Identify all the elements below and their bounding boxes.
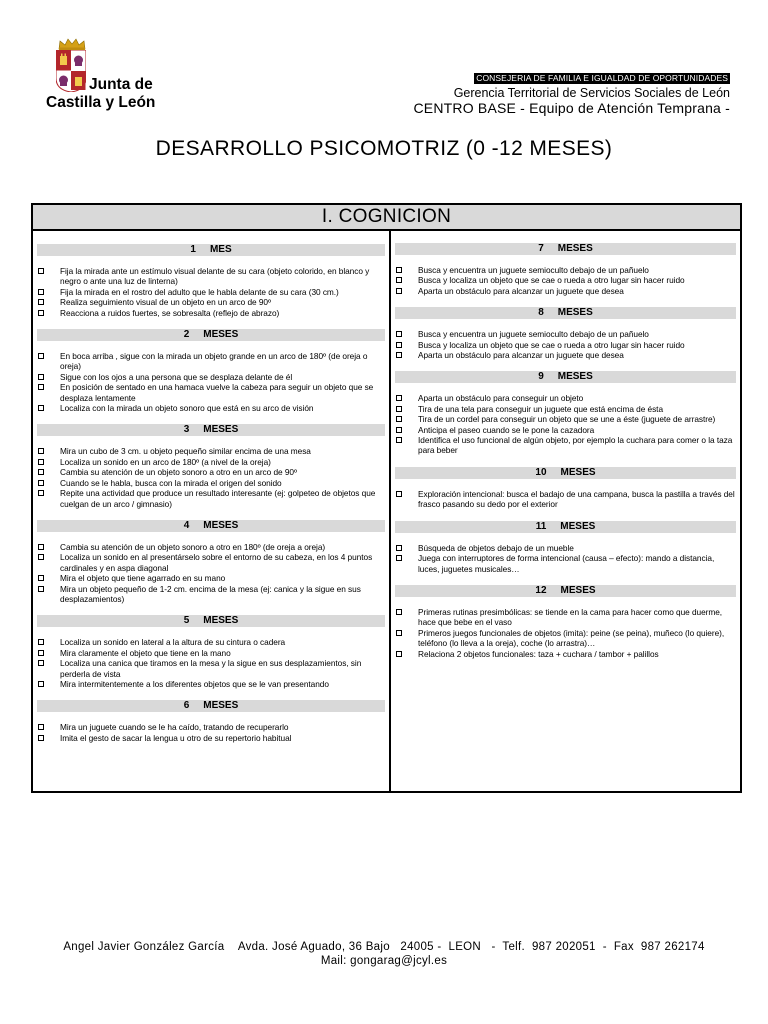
month-header xyxy=(37,700,385,712)
milestone-item xyxy=(395,275,736,285)
month-section xyxy=(33,615,389,689)
month-number: 11 xyxy=(535,520,547,532)
month-unit: MESES xyxy=(560,520,596,532)
month-number: 2 xyxy=(183,329,190,341)
milestone-item xyxy=(395,265,736,275)
page-title: DESARROLLO PSICOMOTRIZ (0 -12 MESES) xyxy=(155,137,613,160)
month-unit: MESES xyxy=(203,519,239,531)
milestone-item xyxy=(395,543,736,553)
milestone-item xyxy=(395,628,736,649)
milestone-text: Anticipa el paseo cuando se le pone la cazadora xyxy=(418,424,595,435)
milestone-text: Reacciona a ruidos fuertes, se sobresalta (reflejo de abrazo) xyxy=(60,307,280,318)
checkbox[interactable] xyxy=(38,459,44,465)
checkbox[interactable] xyxy=(38,650,44,656)
month-section xyxy=(33,700,389,743)
milestone-text: Fija la mirada ante un estímulo visual delante de su cara (objeto colorido, en blanco y negro o ante una luz de linterna) xyxy=(60,266,370,287)
checkbox[interactable] xyxy=(396,427,402,433)
milestone-item xyxy=(395,350,736,360)
month-header xyxy=(395,371,736,383)
checkbox[interactable] xyxy=(38,384,44,390)
checkbox[interactable] xyxy=(38,586,44,592)
month-section xyxy=(391,467,740,510)
checkbox[interactable] xyxy=(38,374,44,380)
milestone-item xyxy=(37,351,385,372)
month-section xyxy=(391,585,740,659)
checkbox[interactable] xyxy=(38,405,44,411)
milestone-item xyxy=(37,637,385,647)
milestone-item xyxy=(395,649,736,659)
checkbox[interactable] xyxy=(38,289,44,295)
milestone-item xyxy=(37,722,385,732)
month-header xyxy=(395,307,736,319)
checkbox[interactable] xyxy=(396,352,402,358)
checkbox[interactable] xyxy=(396,630,402,636)
milestone-text: Mira un objeto pequeño de 1-2 cm. encima de la mesa (ej: canica y la sigue en sus desplazamientos) xyxy=(60,583,361,604)
milestone-item xyxy=(37,478,385,488)
milestone-text: Mira el objeto que tiene agarrado en su mano xyxy=(60,573,226,584)
month-header xyxy=(37,424,385,436)
month-unit: MESES xyxy=(203,424,239,436)
checkbox[interactable] xyxy=(396,406,402,412)
milestone-text: Juega con interruptores de forma intencional (causa – efecto): mando a distancia, luces, juguetes musicales… xyxy=(418,553,715,574)
checkbox[interactable] xyxy=(38,448,44,454)
month-section xyxy=(391,371,740,455)
milestone-text: Busca y encuentra un juguete semioculto debajo de un pañuelo xyxy=(418,265,649,275)
month-number: 7 xyxy=(538,243,544,254)
month-number: 8 xyxy=(538,307,544,319)
milestone-item xyxy=(37,733,385,743)
month-section xyxy=(33,244,389,318)
crown-icon xyxy=(58,38,86,50)
checkbox[interactable] xyxy=(396,545,402,551)
header-block xyxy=(414,68,731,117)
checkbox[interactable] xyxy=(396,437,402,443)
milestone-list xyxy=(391,607,740,659)
checkbox[interactable] xyxy=(38,480,44,486)
month-unit: MESES xyxy=(560,584,596,596)
milestone-item xyxy=(395,425,736,435)
checkbox[interactable] xyxy=(38,660,44,666)
milestone-text: Localiza una canica que tiramos en la mesa y la sigue en sus desplazamientos, sin perderla de vista xyxy=(60,658,362,679)
junta-logo xyxy=(46,38,166,114)
month-header xyxy=(395,243,736,255)
checkbox[interactable] xyxy=(38,575,44,581)
milestone-text: Primeros juegos funcionales de objetos (imita): peine (se peina), muñeco (lo quiere), teléfono (lo lleva a la oreja), coche (lo arrastra)… xyxy=(418,627,725,649)
milestone-text: Mira un juguete cuando se le ha caído, tratando de recuperarlo xyxy=(60,722,289,733)
checkbox[interactable] xyxy=(38,268,44,274)
milestone-text: Exploración intencional: busca el badajo de una campana, busca la pastilla a través del frasco pasando su dedo por el exterior xyxy=(418,488,735,510)
milestone-list xyxy=(33,266,389,318)
milestone-text: Aparta un obstáculo para conseguir un objeto xyxy=(418,393,584,404)
milestone-text: Cambia su atención de un objeto sonoro a otro en un arco de 90º xyxy=(60,467,297,478)
milestone-item xyxy=(37,467,385,477)
left-column xyxy=(33,231,391,791)
month-section xyxy=(33,520,389,604)
milestone-item xyxy=(37,488,385,509)
logo-text-line1: Junta de xyxy=(89,76,153,93)
milestone-item xyxy=(37,382,385,403)
milestone-text: Localiza un sonido en un arco de 180º (a nivel de la oreja) xyxy=(60,456,271,467)
cognition-table xyxy=(31,203,742,793)
table-title: I. COGNICION xyxy=(33,205,740,231)
checkbox[interactable] xyxy=(38,681,44,687)
month-section xyxy=(33,329,389,413)
month-header xyxy=(395,521,736,533)
milestone-item xyxy=(395,329,736,339)
milestone-item xyxy=(37,403,385,413)
milestone-list xyxy=(33,446,389,508)
milestone-item xyxy=(395,393,736,403)
right-column xyxy=(391,231,740,791)
milestone-text: Identifica el uso funcional de algún objeto, por ejemplo la cuchara para comer o la taza para beber xyxy=(418,435,733,456)
month-number: 9 xyxy=(538,371,544,383)
month-header xyxy=(37,520,385,532)
milestone-text: En posición de sentado en una hamaca vuelve la cabeza para seguir un objeto que se desplaza lentamente xyxy=(60,382,374,403)
milestone-text: Busca y localiza un objeto que se cae o rueda a otro lugar sin hacer ruido xyxy=(418,339,685,350)
milestone-item xyxy=(395,414,736,424)
milestone-item xyxy=(37,457,385,467)
month-header xyxy=(395,467,736,479)
month-header xyxy=(37,615,385,627)
consejeria-label: CONSEJERIA DE FAMILIA E IGUALDAD DE OPORTUNIDADES xyxy=(476,73,728,83)
milestone-item xyxy=(37,446,385,456)
milestone-text: Mira claramente el objeto que tiene en la mano xyxy=(60,647,231,658)
milestone-text: Realiza seguimiento visual de un objeto en un arco de 90º xyxy=(60,297,271,308)
milestone-list xyxy=(33,637,389,689)
milestone-list xyxy=(391,489,740,510)
milestone-text: Mira intermitentemente a los diferentes objetos que se le van presentando xyxy=(60,678,329,689)
milestone-item xyxy=(395,435,736,456)
milestone-text: Cuando se le habla, busca con la mirada el origen del sonido xyxy=(60,477,282,488)
checkbox[interactable] xyxy=(396,342,402,348)
milestone-text: Búsqueda de objetos debajo de un mueble xyxy=(418,542,574,553)
milestone-item xyxy=(395,607,736,628)
milestone-text: En boca arriba , sigue con la mirada un objeto grande en un arco de 180º (de oreja o oreja) xyxy=(60,351,368,372)
month-section xyxy=(391,521,740,574)
checkbox[interactable] xyxy=(38,490,44,496)
milestone-list xyxy=(33,351,389,413)
milestone-item xyxy=(37,542,385,552)
month-unit: MESES xyxy=(557,307,593,319)
milestone-text: Repite una actividad que produce un resultado interesante (ej: golpeteo de objetos que cuelgan de un arco / gimnasio) xyxy=(60,488,376,509)
checkbox[interactable] xyxy=(396,395,402,401)
milestone-item xyxy=(395,340,736,350)
month-unit: MESES xyxy=(557,371,593,383)
milestone-text: Relaciona 2 objetos funcionales: taza + cuchara / tambor + palillos xyxy=(418,648,659,659)
checkbox[interactable] xyxy=(396,491,402,497)
checkbox[interactable] xyxy=(396,651,402,657)
milestone-text: Aparta un obstáculo para alcanzar un juguete que desea xyxy=(418,285,624,296)
milestone-text: Cambia su atención de un objeto sonoro a otro en 180º (de oreja a oreja) xyxy=(60,541,326,552)
milestone-item xyxy=(37,287,385,297)
milestone-item xyxy=(395,489,736,510)
checkbox[interactable] xyxy=(38,735,44,741)
checkbox[interactable] xyxy=(38,310,44,316)
month-section xyxy=(391,243,740,296)
logo-text-line2: Castilla y León xyxy=(46,94,156,111)
checkbox[interactable] xyxy=(396,288,402,294)
month-header xyxy=(395,585,736,597)
milestone-list xyxy=(391,265,740,296)
milestone-item xyxy=(37,584,385,605)
checkbox[interactable] xyxy=(396,267,402,273)
milestone-item xyxy=(395,404,736,414)
month-unit: MESES xyxy=(557,243,593,254)
milestone-item xyxy=(395,286,736,296)
milestone-item xyxy=(37,297,385,307)
milestone-text: Busca y encuentra un juguete semioculto debajo de un pañuelo xyxy=(418,329,649,340)
month-number: 5 xyxy=(183,615,190,627)
month-unit: MESES xyxy=(203,615,239,627)
month-unit: MESES xyxy=(203,329,239,341)
month-number: 1 xyxy=(190,244,196,255)
checkbox[interactable] xyxy=(396,609,402,615)
milestone-text: Localiza con la mirada un objeto sonoro que está en su arco de visión xyxy=(60,403,314,414)
gerencia-label: Gerencia Territorial de Servicios Sociales de León xyxy=(453,86,730,100)
month-number: 10 xyxy=(535,466,547,478)
milestone-text: Localiza un sonido en al presentárselo sobre el entorno de su cabeza, en los 4 puntos cardinales y en aspa diagonal xyxy=(60,552,373,573)
checkbox[interactable] xyxy=(396,555,402,561)
milestone-item xyxy=(37,658,385,679)
checkbox[interactable] xyxy=(38,639,44,645)
milestone-item xyxy=(37,372,385,382)
checkbox[interactable] xyxy=(38,299,44,305)
month-number: 12 xyxy=(535,584,547,596)
milestone-list xyxy=(391,543,740,574)
checkbox[interactable] xyxy=(396,277,402,283)
milestone-text: Imita el gesto de sacar la lengua u otro de su repertorio habitual xyxy=(60,732,292,743)
month-unit: MESES xyxy=(560,466,596,478)
milestone-item xyxy=(37,308,385,318)
milestone-item xyxy=(37,266,385,287)
checkbox[interactable] xyxy=(396,331,402,337)
checkbox[interactable] xyxy=(38,469,44,475)
milestone-text: Localiza un sonido en lateral a la altura de su cintura o cadera xyxy=(60,637,286,648)
milestone-text: Fija la mirada en el rostro del adulto que le habla delante de su cara (30 cm.) xyxy=(60,286,339,297)
footer-mail: Mail: gongarag@jcyl.es xyxy=(320,955,448,967)
month-header xyxy=(37,244,385,256)
month-number: 3 xyxy=(183,424,190,436)
month-header xyxy=(37,329,385,341)
checkbox[interactable] xyxy=(38,554,44,560)
month-number: 6 xyxy=(183,700,190,712)
milestone-text: Tira de un cordel para conseguir un objeto que se une a éste (juguete de arrastre) xyxy=(418,414,716,425)
checkbox[interactable] xyxy=(38,724,44,730)
footer xyxy=(0,940,768,968)
month-section xyxy=(391,307,740,360)
milestone-list xyxy=(33,542,389,604)
month-number: 4 xyxy=(183,519,190,531)
month-unit: MES xyxy=(209,244,232,255)
milestone-text: Mira un cubo de 3 cm. u objeto pequeño similar encima de una mesa xyxy=(60,446,311,457)
milestone-item xyxy=(37,679,385,689)
milestone-text: Aparta un obstáculo para alcanzar un juguete que desea xyxy=(418,350,624,361)
checkbox[interactable] xyxy=(396,416,402,422)
milestone-item xyxy=(37,552,385,573)
milestone-text: Busca y localiza un objeto que se cae o rueda a otro lugar sin hacer ruido xyxy=(418,275,685,286)
milestone-list xyxy=(391,329,740,360)
checkbox[interactable] xyxy=(38,544,44,550)
milestone-text: Primeras rutinas presimbólicas: se tiende en la cama para hacer como que duerme, hace que bebe en el vaso xyxy=(418,606,723,628)
centro-label: CENTRO BASE - Equipo de Atención Temprana - xyxy=(413,100,730,116)
milestone-text: Tira de una tela para conseguir un juguete que está encima de ésta xyxy=(418,403,664,414)
milestone-item xyxy=(37,648,385,658)
milestone-item xyxy=(37,573,385,583)
milestone-list xyxy=(33,722,389,743)
month-section xyxy=(33,424,389,508)
milestone-text: Sigue con los ojos a una persona que se desplaza delante de él xyxy=(60,371,293,382)
month-unit: MESES xyxy=(203,700,239,712)
checkbox[interactable] xyxy=(38,353,44,359)
milestone-list xyxy=(391,393,740,455)
milestone-item xyxy=(395,553,736,574)
footer-address: Angel Javier González García Avda. José Aguado, 36 Bajo 24005 - LEON - Telf. 987 202051 - Fax 987 262174 xyxy=(63,941,705,953)
